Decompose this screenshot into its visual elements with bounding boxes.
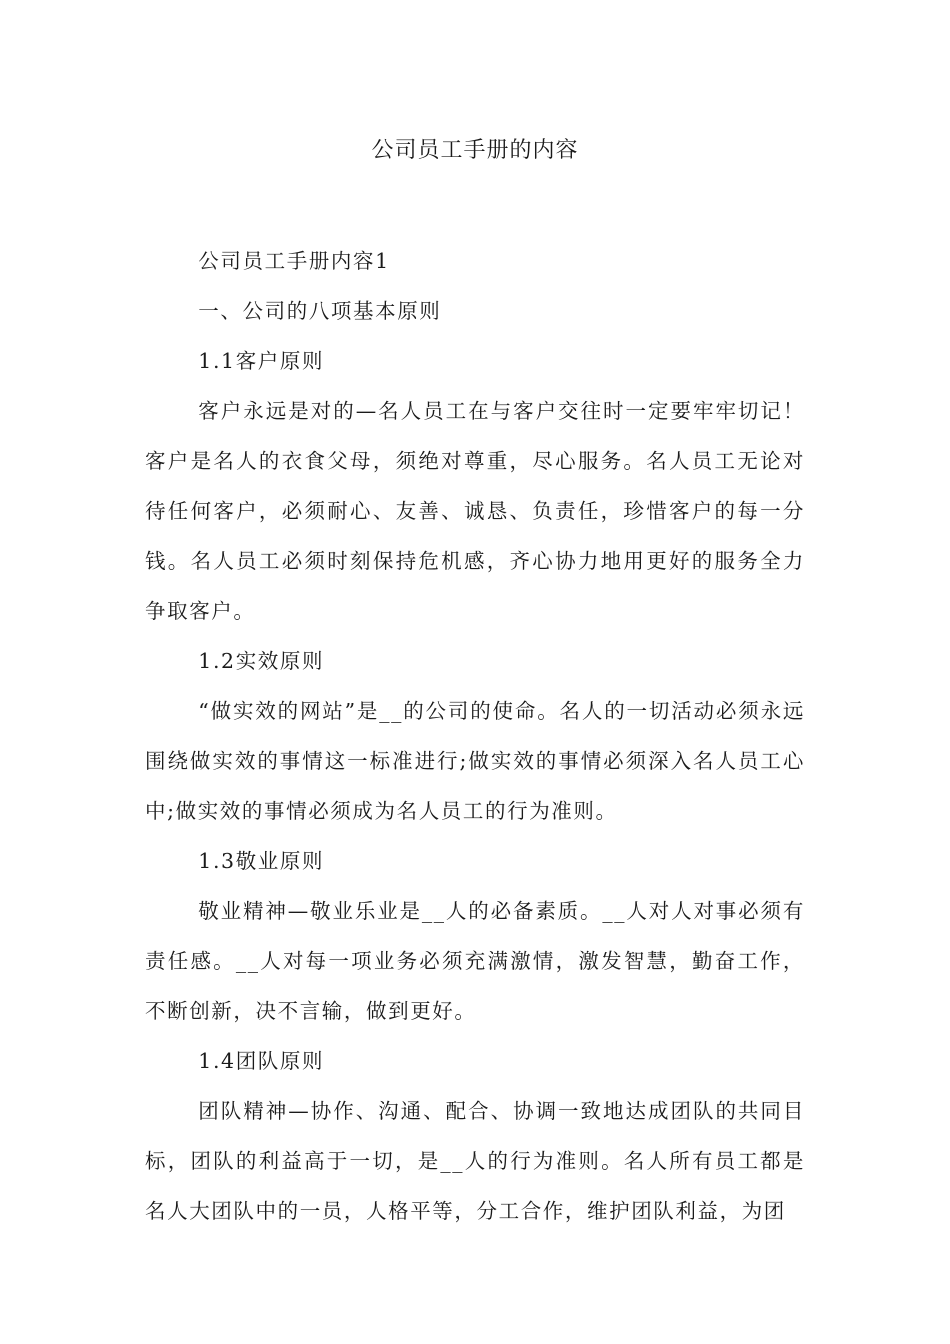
paragraph-dedication: 敬业精神—敬业乐业是__人的必备素质。__人对人对事必须有责任感。__人对每一项业务必须充满激情，激发智慧，勤奋工作，不断创新，决不言输，做到更好。	[145, 899, 805, 1023]
document-body	[145, 236, 805, 1236]
subsection-heading-dedication: 1.3敬业原则	[198, 849, 325, 873]
paragraph-team: 团队精神—协作、沟通、配合、协调一致地达成团队的共同目标，团队的利益高于一切，是__人的行为准则。名人所有员工都是名人大团队中的一员，人格平等，分工合作，维护团队利益，为团	[145, 1099, 805, 1223]
subsection-heading-customer: 1.1客户原则	[198, 349, 325, 373]
chapter-heading: 一、公司的八项基本原则	[198, 299, 442, 323]
subsection-heading-team: 1.4团队原则	[198, 1049, 325, 1073]
paragraph-customer: 客户永远是对的—名人员工在与客户交往时一定要牢牢切记！客户是名人的衣食父母，须绝对尊重，尽心服务。名人员工无论对待任何客户，必须耐心、友善、诚恳、负责任，珍惜客户的每一分钱。名人员工必须时刻保持危机感，齐心协力地用更好的服务全力争取客户。	[145, 399, 805, 623]
section-heading: 公司员工手册内容1	[198, 249, 390, 273]
paragraph-effectiveness: “做实效的网站”是__的公司的使命。名人的一切活动必须永远围绕做实效的事情这一标准进行;做实效的事情必须深入名人员工心中;做实效的事情必须成为名人员工的行为准则。	[145, 699, 805, 823]
document-title: 公司员工手册的内容	[371, 138, 579, 163]
subsection-heading-effectiveness: 1.2实效原则	[198, 649, 325, 673]
